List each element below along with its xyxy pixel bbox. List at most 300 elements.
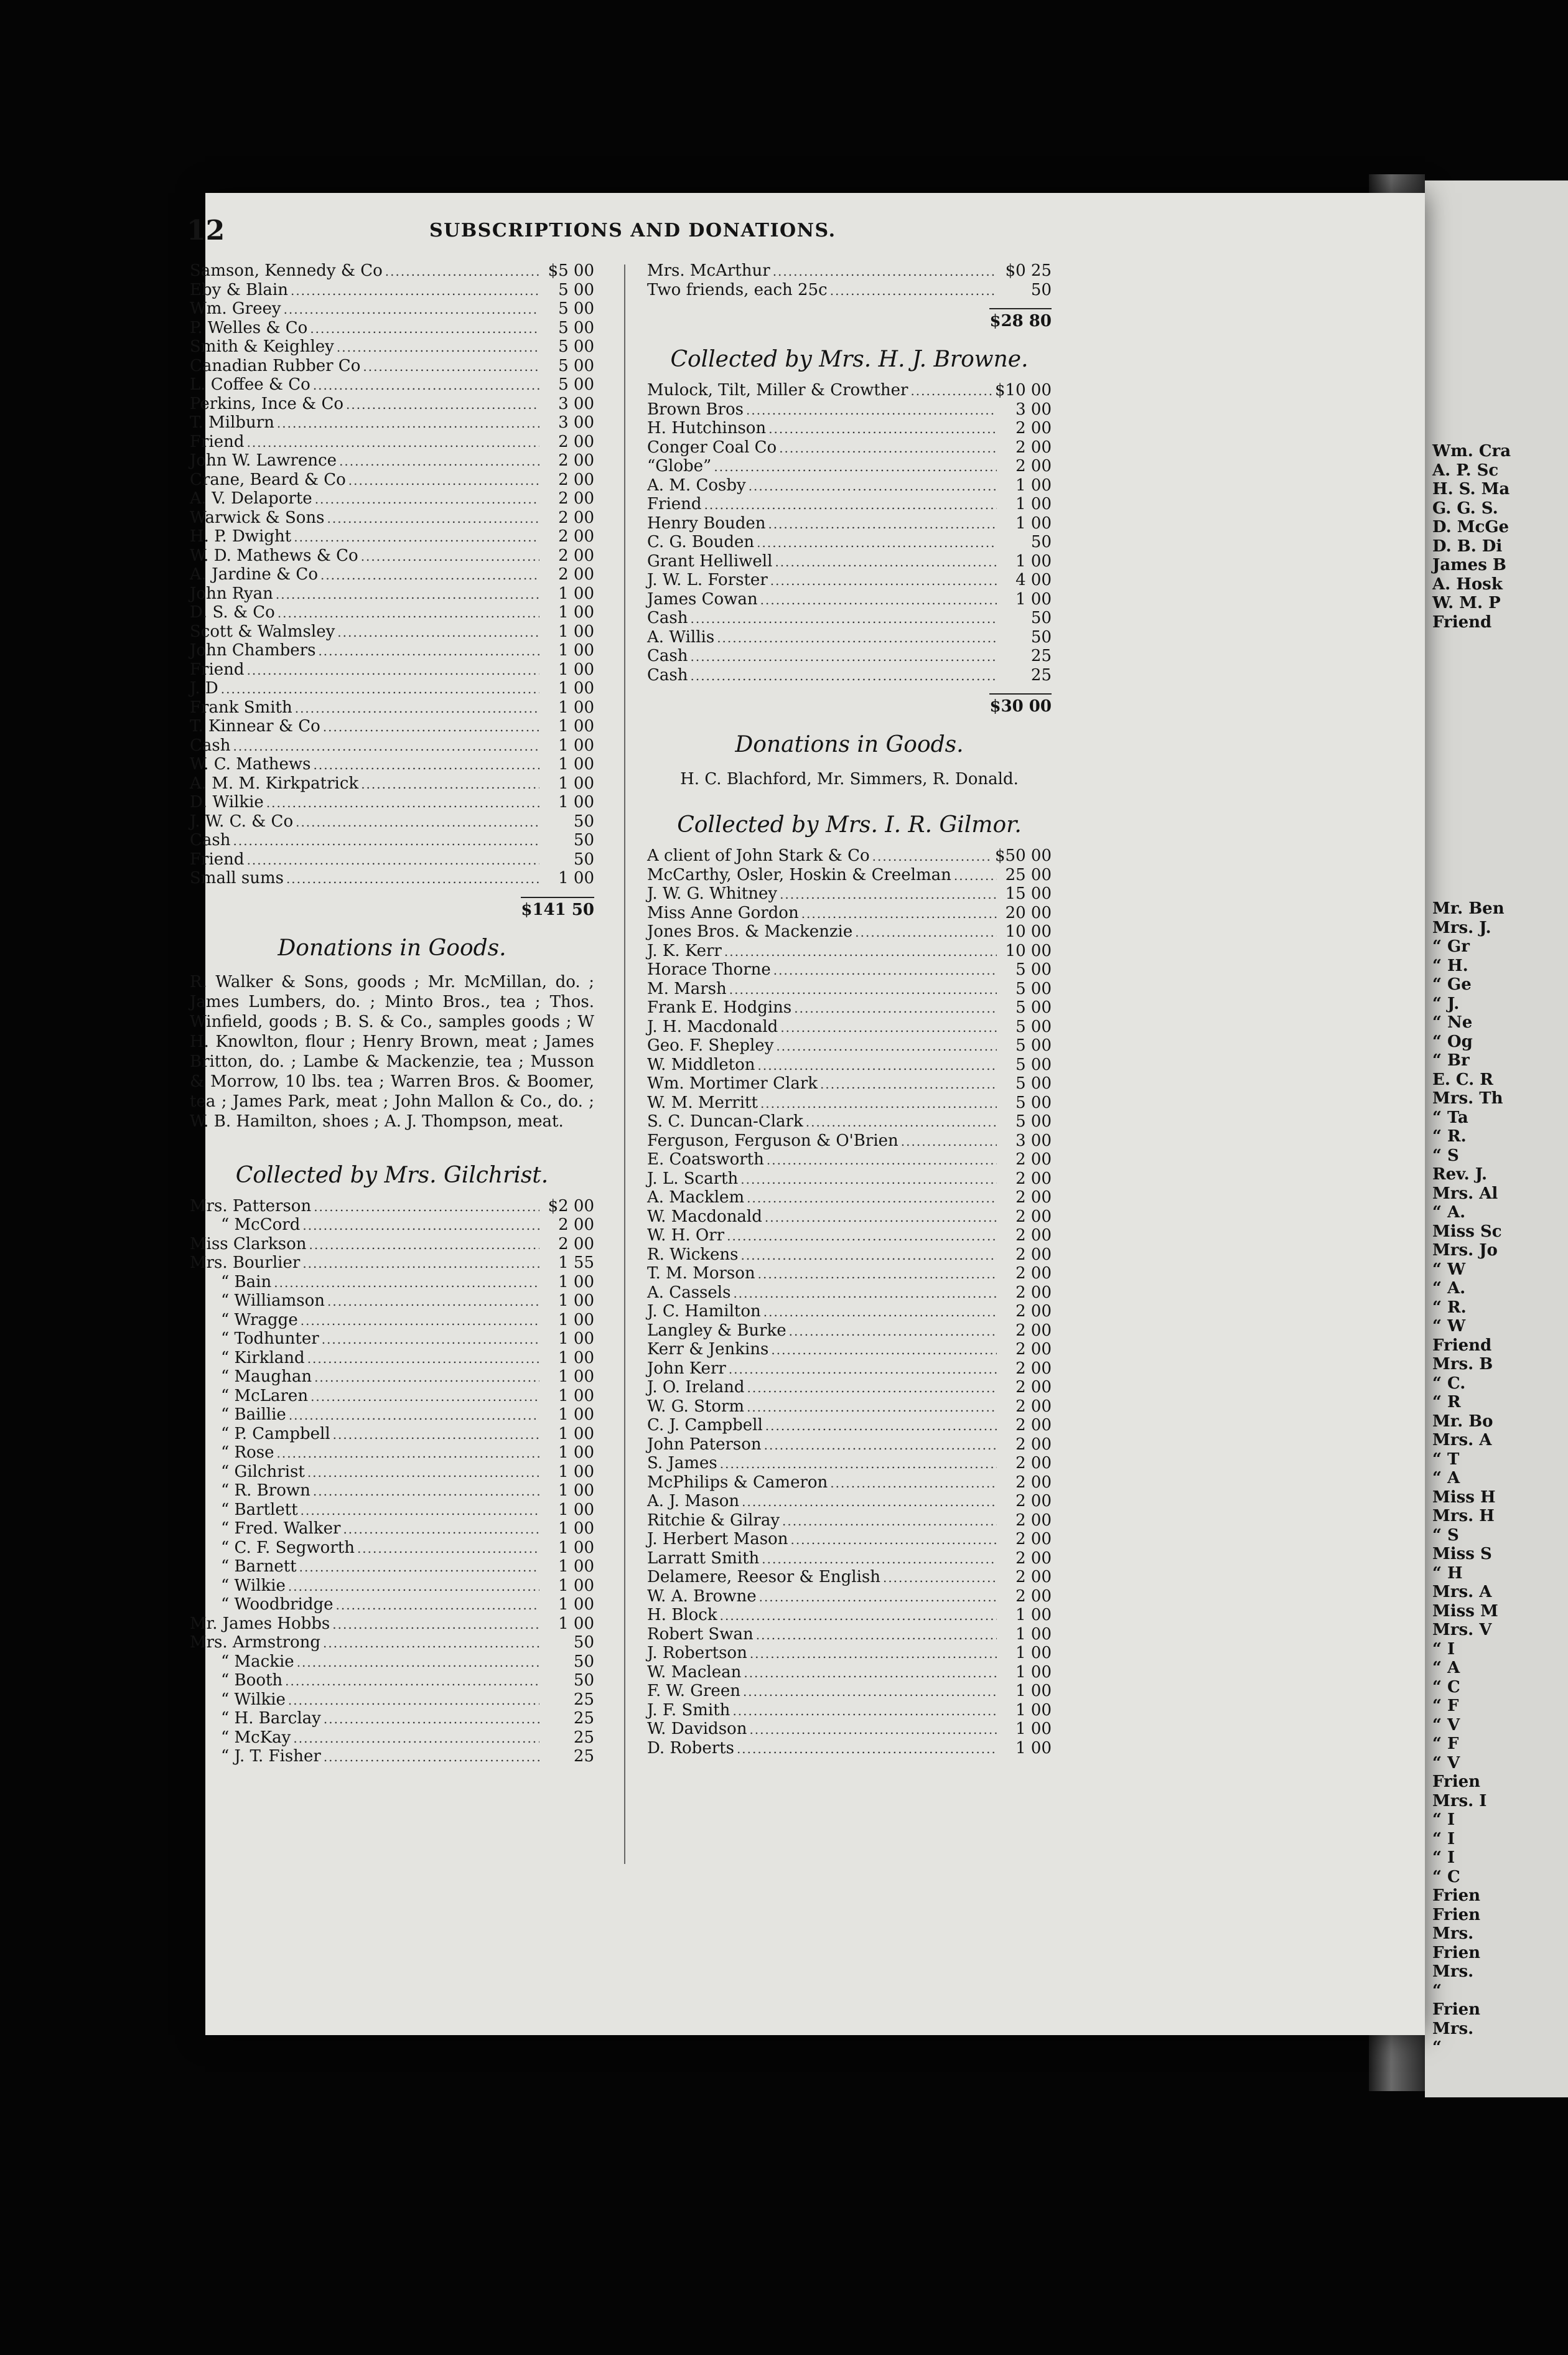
donor-name: H. P. Dwight [190,527,292,546]
donor-row [647,666,1052,685]
donor-row [190,299,594,319]
donor-row [190,698,594,718]
dot-leader [749,1720,997,1739]
donor-name: “ Bartlett [221,1500,298,1519]
donation-amount: 3 00 [1015,1131,1052,1150]
donor-row [190,1652,594,1672]
donor-name: “ McCord [221,1215,301,1234]
donation-amount: 2 00 [1015,1454,1052,1472]
goods-donors-text: R. Walker & Sons, goods ; Mr. McMillan, do. ; James Lumbers, do. ; Minto Bros., tea ; Thos. Winfield, goods ; B. S. & Co., samples goods ; W H. Knowlton, flour ; Henry Brown, meat ; James Britton, do. ; Lambe & Mackenzie, tea ; Musson & Morrow, 10 lbs. tea ; Warren Bros. & Boomer, tea ; James Park, meat ; John Mallon & Co., do. ; W. B. Hamilton, shoes ; A. J. Thompson, meat. [190,972,594,1131]
donor-name: Cash [190,831,231,850]
dot-leader [324,1748,539,1767]
donation-amount: 2 00 [558,470,594,489]
donor-name: Ritchie & Gilray [647,1510,780,1530]
donor-row [647,1302,1052,1321]
donation-amount: 3 00 [558,413,594,432]
facing-entry: “ A. [1432,1279,1466,1298]
donor-row [190,357,594,376]
donor-name: T. Milburn [190,413,274,432]
donation-amount: 1 00 [558,1557,594,1576]
dot-leader [747,1398,997,1417]
donor-name: P. Welles & Co [190,318,308,337]
donor-row [190,1425,594,1444]
donor-name: “ Gilchrist [221,1462,305,1481]
donor-row [647,476,1052,495]
donor-name: M. Marsh [647,979,727,998]
donor-row [647,904,1052,923]
donor-name: H. Block [647,1606,717,1624]
facing-entry: “ C. [1432,1374,1466,1393]
dot-leader [315,490,539,509]
right-column [647,261,1052,1758]
donor-name: “ J. T. Fisher [221,1747,321,1766]
donor-row [647,1454,1052,1473]
donor-name: R. Wickens [647,1245,739,1264]
donation-amount: 25 [573,1690,594,1709]
facing-entry: Mrs. B [1432,1355,1493,1374]
donor-name: “ H. Barclay [221,1709,321,1728]
donation-amount: 1 00 [1015,1700,1052,1720]
donor-row [190,1387,594,1406]
facing-entry: “ Br [1432,1051,1470,1070]
donor-name: Samson, Kennedy & Co [190,261,383,280]
facing-list-bottom [1425,899,1505,2058]
donor-row [647,1018,1052,1037]
donor-name: “ Booth [221,1671,283,1690]
donor-row [647,1530,1052,1549]
donation-amount: 50 [1030,627,1052,647]
dot-leader [773,262,997,281]
facing-entry: Mrs. Al [1432,1184,1498,1203]
donor-row [190,1501,594,1520]
donor-name: “ Todhunter [221,1329,319,1348]
donor-row [190,793,594,812]
donor-name: Horace Thorne [647,960,771,979]
donor-row [647,1739,1052,1758]
donor-name: A. Willis [647,627,715,647]
donation-amount: 25 [573,1709,594,1728]
gilchrist-heading: Collected by Mrs. Gilchrist. [235,1162,549,1188]
donor-name: J. W. G. Whitney [647,884,778,903]
donor-row [647,1587,1052,1606]
donation-amount: 50 [573,812,594,831]
donor-row [190,812,594,831]
donation-amount: 5 00 [558,299,594,318]
dot-leader [313,376,539,395]
donation-amount: 50 [573,850,594,869]
facing-entry: Mrs. V [1432,1621,1492,1639]
donor-row [647,1245,1052,1265]
donation-amount: 1 00 [558,1481,594,1500]
donor-name: J. C. Hamilton [647,1302,761,1321]
donation-amount: 1 00 [558,584,594,603]
donor-name: A. J. Mason [647,1492,740,1510]
donor-row [190,736,594,756]
donation-amount: 2 00 [1015,1321,1052,1340]
dot-leader [780,1018,997,1037]
donor-name: W. H. Orr [647,1226,725,1245]
donor-row [647,609,1052,628]
donor-row [647,571,1052,590]
donor-name: “ Kirkland [221,1348,305,1367]
dot-leader [277,414,539,433]
donor-name: Friend [190,850,245,869]
donation-amount: 1 00 [1015,1720,1052,1738]
donor-name: A. Cassels [647,1283,731,1302]
dot-leader [322,1330,539,1349]
donation-amount: 1 00 [558,1291,594,1310]
goods-donors-text-2: H. C. Blachford, Mr. Simmers, R. Donald. [680,770,1019,789]
dot-leader [776,1037,997,1056]
facing-entry: “ Og [1432,1032,1473,1051]
donor-row [647,1093,1052,1113]
facing-entry: Friend [1432,1336,1492,1355]
donor-row [190,1215,594,1235]
facing-entry: Mrs. H [1432,1507,1495,1525]
donor-name: C. G. Bouden [647,533,755,551]
dot-leader [737,1739,997,1759]
facing-entry: A. P. Sc [1432,461,1499,480]
donation-amount: 2 00 [558,489,594,508]
donor-name: Friend [647,495,702,513]
carryover-total: $28 80 [647,299,1052,330]
dot-leader [288,1577,539,1596]
facing-entry: Mrs. [1432,1962,1474,1981]
donor-row [190,1595,594,1614]
donor-row [647,1188,1052,1207]
donor-name: Wm. Greey [190,299,281,318]
donor-name: H. Hutchinson [647,419,767,438]
dot-leader [278,604,539,623]
facing-entry: “ J. [1432,994,1460,1013]
donor-row [190,1235,594,1254]
donation-amount: 1 00 [558,717,594,736]
donation-amount: 5 00 [558,280,594,299]
facing-entry: “ Ne [1432,1013,1473,1032]
dot-leader [757,533,997,553]
donor-row [647,438,1052,457]
donor-name: S. James [647,1454,717,1472]
donor-row [647,1378,1052,1397]
facing-entry: “ W [1432,1317,1466,1336]
dot-leader [770,571,997,591]
facing-entry: James B [1432,556,1506,574]
dot-leader [266,794,539,813]
facing-entry: “ T [1432,1449,1460,1469]
donation-amount: 1 00 [1015,495,1052,513]
donation-amount: 2 00 [1015,1188,1052,1207]
donor-row [647,1112,1052,1131]
donor-name: Miss Clarkson [190,1234,307,1253]
donor-row [647,1359,1052,1379]
dot-leader [221,680,539,699]
donation-amount: 5 00 [1015,1112,1052,1131]
donor-name: Larratt Smith [647,1548,760,1568]
dot-leader [744,1664,997,1683]
dot-leader [323,1634,539,1653]
facing-entry: “ F [1432,1735,1459,1753]
dot-leader [310,319,539,339]
dot-leader [361,775,539,794]
donor-row [190,1405,594,1425]
dot-leader [332,1615,539,1634]
dot-leader [286,869,539,889]
donation-amount: 20 00 [1005,903,1052,922]
donor-name: J. H. Macdonald [647,1017,778,1036]
donation-amount: 5 00 [558,356,594,375]
donor-name: J. D [190,679,218,698]
donor-name: Mulock, Tilt, Miller & Crowther [647,381,908,400]
dot-leader [806,1113,997,1132]
dot-leader [729,980,997,1000]
donation-amount: 1 00 [558,1576,594,1595]
donation-amount: 2 00 [1015,1245,1052,1264]
donor-row [190,1747,594,1766]
donor-name: W. Maclean [647,1662,742,1682]
facing-entry: “ Gr [1432,937,1470,956]
donation-amount: 2 00 [558,432,594,451]
donor-row [190,1538,594,1558]
donation-amount: 2 00 [1015,1283,1052,1302]
donor-row [647,261,1052,281]
dot-leader [704,495,997,515]
donor-name: Robert Swan [647,1624,754,1644]
facing-entry: “ I [1432,1810,1455,1829]
donor-row [647,1340,1052,1359]
donor-name: “ McKay [221,1728,291,1747]
gilmor-heading: Collected by Mrs. I. R. Gilmor. [677,812,1022,838]
donor-name: “ Maughan [221,1367,312,1386]
dot-leader [302,1254,539,1273]
donor-name: Mr. James Hobbs [190,1614,330,1633]
dot-leader [307,1349,539,1369]
donation-amount: 2 00 [1015,1472,1052,1492]
donation-amount: 50 [1030,609,1052,627]
dot-leader [794,999,997,1018]
dot-leader [297,1653,539,1672]
donation-amount: 1 00 [558,774,594,793]
dot-leader [746,401,997,420]
donor-name: J. K. Kerr [647,941,722,960]
donor-name: John Chambers [190,641,316,660]
facing-entry: Miss H [1432,1487,1496,1507]
dot-leader [820,1075,997,1094]
donation-amount: 2 00 [1015,1397,1052,1416]
donation-amount: 2 00 [1015,1416,1052,1435]
facing-entry: “ S [1432,1146,1459,1165]
dot-leader [314,1197,539,1217]
dot-leader [954,866,997,886]
dot-leader [284,300,539,319]
donation-amount: 1 00 [558,793,594,812]
donor-name: James Cowan [647,589,758,609]
dot-leader [690,609,997,629]
donation-amount: 15 00 [1005,884,1052,903]
donation-amount: 2 00 [1015,1340,1052,1359]
donor-name: “Globe” [647,457,712,475]
facing-entry: Mr. Ben [1432,899,1505,918]
dot-leader [747,1379,997,1398]
donor-name: “ Rose [221,1443,274,1462]
donor-row [647,960,1052,980]
donor-row [647,1397,1052,1416]
donor-name: W. D. Mathews & Co [190,546,358,565]
facing-entry: Mrs. [1432,2019,1474,2038]
dot-leader [758,1265,997,1284]
donor-name: Mrs. Patterson [190,1196,312,1215]
facing-entry: Wm. Cra [1432,442,1511,461]
donor-row [190,1349,594,1368]
carryover-list [647,261,1052,299]
donor-name: Jones Bros. & Mackenzie [647,922,853,941]
donor-name: Cash [647,647,688,665]
dot-leader [295,699,539,718]
donor-row [190,433,594,452]
dot-leader [339,452,539,471]
donation-amount: 5 00 [1015,1093,1052,1112]
facing-entry: Frien [1432,1772,1481,1791]
donation-amount: 1 00 [558,1595,594,1614]
donor-name: “ R. Brown [221,1481,310,1500]
dot-leader [327,509,539,528]
dot-leader [901,1132,997,1151]
dot-leader [314,1368,539,1387]
donor-name: Delamere, Reesor & English [647,1568,880,1586]
donor-row [190,375,594,395]
dot-leader [233,831,539,851]
donor-name: Two friends, each 25c [647,280,828,299]
donor-name: “ Wragge [221,1310,298,1329]
donor-row [190,471,594,490]
donation-amount: 2 00 [1015,1568,1052,1586]
donor-row [647,1606,1052,1625]
dot-leader [830,281,997,301]
donor-name: Cash [647,609,688,627]
donor-row [647,1663,1052,1682]
donor-name: Cash [647,665,688,685]
donor-row [647,1511,1052,1530]
donor-name: “ Baillie [221,1405,286,1424]
donation-amount: 1 00 [558,736,594,755]
donor-name: Miss Anne Gordon [647,903,799,922]
donor-row [190,660,594,680]
donor-name: Friend [190,660,245,679]
donation-amount: 1 00 [558,1348,594,1367]
donor-name: Canadian Rubber Co [190,356,361,375]
donor-name: A. Jardine & Co [190,565,318,584]
donation-amount: 1 00 [558,1272,594,1291]
dot-leader [346,395,539,414]
facing-entry: Mrs. A [1432,1431,1492,1449]
donor-row [190,641,594,660]
donation-amount: 2 00 [1015,1530,1052,1548]
donor-row [190,546,594,566]
donor-name: “ Mackie [221,1652,294,1671]
donor-name: Perkins, Ince & Co [190,394,344,413]
dot-leader [307,1463,539,1482]
donor-row [647,495,1052,514]
page-header [187,215,1182,258]
dot-leader [855,923,997,942]
donor-row [647,1056,1052,1075]
donor-row [647,1169,1052,1189]
donor-row [647,866,1052,885]
donor-name: Mrs. McArthur [647,261,770,280]
donation-amount: 1 00 [558,755,594,774]
dot-leader [247,661,539,680]
donor-name: Kerr & Jenkins [647,1340,769,1359]
donor-name: A. V. Delaporte [190,489,312,508]
donor-row [647,1701,1052,1720]
donor-row [190,1197,594,1216]
dot-leader [385,262,539,281]
donation-amount: $2 00 [548,1196,594,1215]
donor-row [647,419,1052,438]
dot-leader [285,1672,539,1691]
dot-leader [361,547,539,566]
donor-row [190,603,594,622]
donation-amount: 1 00 [1015,513,1052,533]
donation-amount: 1 00 [558,622,594,641]
donor-row [190,1367,594,1387]
donation-amount: 1 00 [558,1538,594,1557]
donation-amount: 1 00 [558,1367,594,1386]
dot-leader [277,1444,539,1463]
donation-amount: 1 00 [1015,1682,1052,1700]
donor-row [190,319,594,338]
donor-row [647,514,1052,533]
donor-name: John Ryan [190,584,273,603]
donor-name: Crane, Beard & Co [190,470,346,489]
donor-name: L. Coffee & Co [190,375,310,394]
donor-name: D. S. & Co [190,603,275,622]
donor-row [190,774,594,794]
dot-leader [327,1292,539,1311]
donation-amount: 1 00 [558,679,594,698]
dot-leader [724,942,997,962]
donor-name: Scott & Walmsley [190,622,335,641]
donor-name: Geo. F. Shepley [647,1036,774,1055]
browne-list [647,381,1052,685]
donor-row [647,998,1052,1018]
donation-amount: 50 [1030,280,1052,299]
donor-row [190,679,594,698]
dot-leader [883,1568,997,1588]
dot-leader [764,1436,997,1455]
dot-leader [733,1284,997,1303]
donation-amount: 3 00 [558,394,594,413]
dot-leader [801,904,997,924]
facing-entry: “ Ta [1432,1108,1468,1127]
facing-entry: D. B. Di [1432,536,1503,556]
donor-row [647,1264,1052,1283]
donation-amount: 1 00 [558,869,594,887]
facing-entry: Miss Sc [1432,1222,1502,1241]
donation-amount: 2 00 [558,1234,594,1253]
dot-leader [830,1474,997,1493]
dot-leader [767,1151,997,1170]
dot-leader [759,1588,997,1607]
donor-name: W. C. Mathews [190,755,311,774]
donor-row [190,1481,594,1501]
donation-amount: 4 00 [1015,571,1052,589]
donation-amount: 1 00 [558,1462,594,1481]
facing-entry: “ R. [1432,1298,1467,1317]
donor-name: J. Robertson [647,1644,747,1662]
donation-amount: 1 00 [558,603,594,622]
dot-leader [732,1702,997,1721]
donation-amount: 5 00 [1015,960,1052,979]
